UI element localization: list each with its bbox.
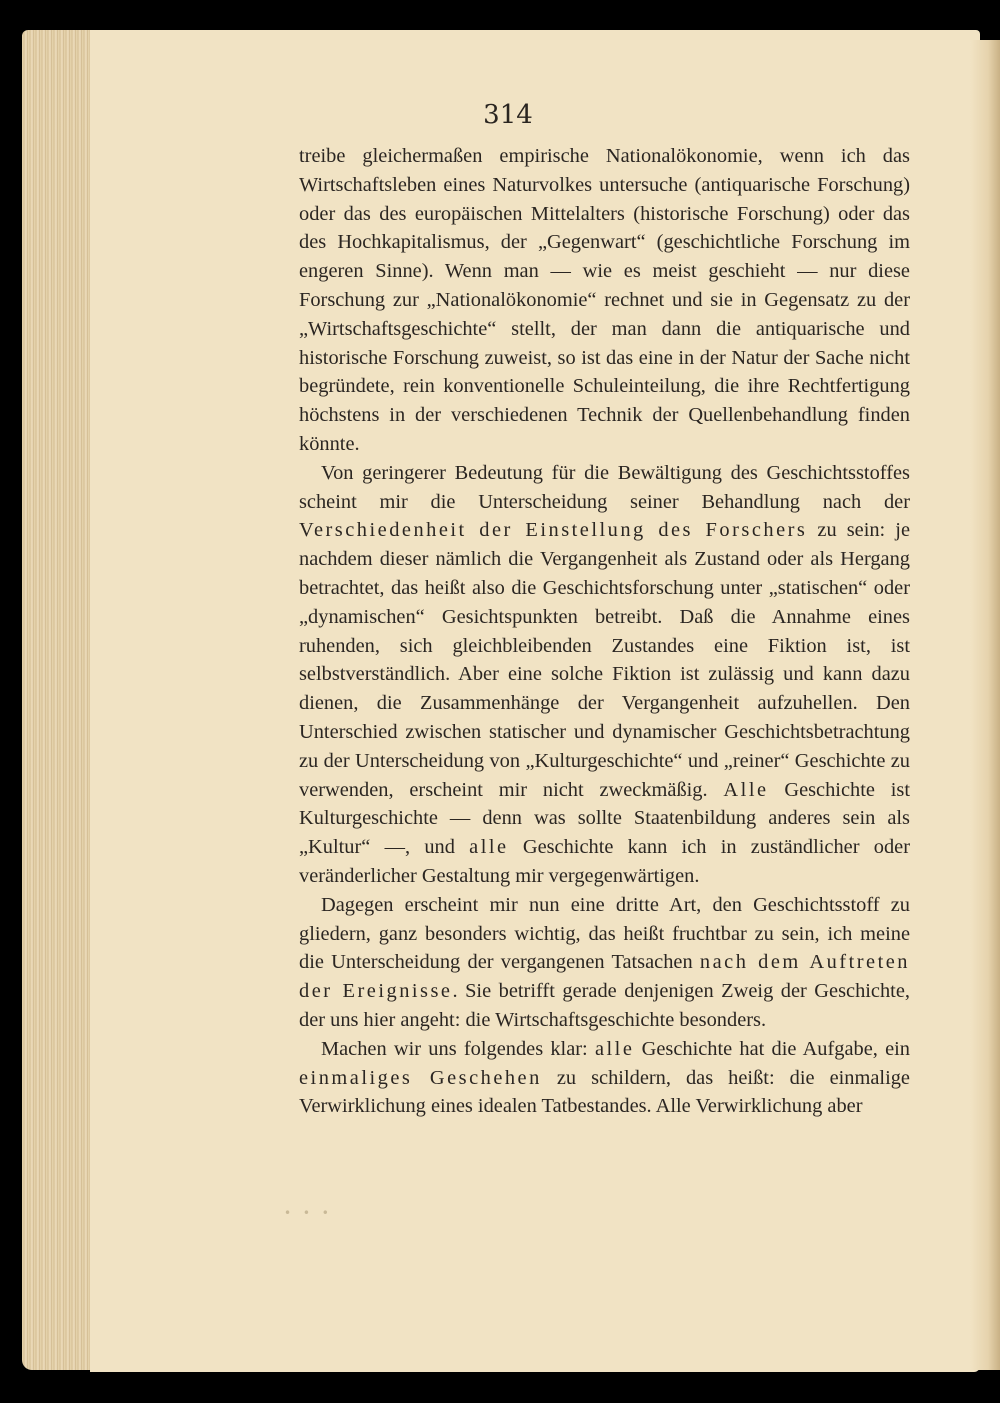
paragraph-4-text: Geschichte hat die Aufgabe, ein bbox=[634, 1037, 911, 1060]
paragraph-3 bbox=[299, 891, 910, 1035]
emphasis-alle: alle bbox=[594, 1037, 635, 1060]
paragraph-3-text: Dagegen erscheint mir nun eine dritte Art, den Geschichtsstoff zu gliedern, ganz besonders wichtig, das heißt fruchtbar zu sein, ich meine die Unterscheidung der vergangenen Tatsachen bbox=[299, 893, 910, 974]
paragraph-2-text: zu sein: je nachdem dieser nämlich die Vergangenheit als Zustand oder als Hergang betrachtet, das heißt also die Geschichtsforschung unter „statischen“ oder „dynamischen“ Gesichtspunkten betreibt. Daß die Annahme eines ruhenden, sich gleichbleibenden Zustandes eine Fiktion ist, ist selbstverständlich. Aber eine solche Fiktion ist zulässig und kann dazu dienen, die Zusammenhänge der Vergangenheit aufzuhellen. Den Unterschied zwischen statischer und dynamischer Geschichtsbetrachtung zu der Unterscheidung von „Kulturgeschichte“ und „reiner“ Geschichte zu verwenden, erscheint mir nicht zweckmäßig. bbox=[299, 519, 910, 801]
page-number: 314 bbox=[483, 100, 533, 130]
emphasis-einmaliges-geschehen: einmaliges Geschehen bbox=[299, 1066, 542, 1089]
body-text bbox=[299, 142, 910, 1121]
paragraph-4 bbox=[299, 1035, 910, 1121]
emphasis-auftreten: nach dem Auftreten der Ereignisse bbox=[299, 951, 910, 1003]
paragraph-4-text: zu schildern, das heißt: die einmalige Verwirklichung eines idealen Tatbestandes. Alle Verwirklichung aber bbox=[299, 1066, 910, 1118]
decorative-dots: • • • bbox=[284, 1206, 333, 1220]
paragraph-2-text: Von geringerer Bedeutung für die Bewältigung des Geschichtsstoffes scheint mir die Unterscheidung seiner Behandlung nach der bbox=[299, 461, 910, 513]
paragraph-3-text: . Sie betrifft gerade denjenigen Zweig der Geschichte, der uns hier angeht: die Wirtschaftsgeschichte besonders. bbox=[299, 980, 910, 1031]
paragraph-4-text: Machen wir uns folgendes klar: bbox=[321, 1037, 595, 1060]
emphasis-alle: Alle bbox=[723, 778, 769, 801]
facing-page-edge bbox=[970, 40, 1000, 1370]
emphasis-alle: alle bbox=[469, 836, 509, 859]
emphasis-einstellung: Verschiedenheit der Einstellung des Forschers bbox=[299, 519, 808, 542]
paragraph-2-text: Geschichte kann ich in zuständlicher oder veränderlicher Gestaltung mir vergegenwärtigen. bbox=[299, 836, 910, 887]
paragraph-1: treibe gleichermaßen empirische Nationalökonomie, wenn ich das Wirtschaftsleben eines Naturvolkes untersuche (antiquarische Forschung) oder das des europäischen Mittelalters (historische Forschung) oder das des Hochkapitalismus, der „Gegenwart“ (geschichtliche Forschung im engeren Sinne). Wenn man — wie es meist geschieht — nur diese Forschung zur „Nationalökonomie“ rechnet und sie in Gegensatz zu der „Wirtschaftsgeschichte“ stellt, der man dann die antiquarische und historische Forschung zuweist, so ist das eine in der Natur der Sache nicht begründete, rein konventionelle Schuleinteilung, die ihre Rechtfertigung höchstens in der verschiedenen Technik der Quellenbehandlung finden könnte. bbox=[299, 145, 910, 455]
paragraph-2 bbox=[299, 459, 910, 891]
paragraph-2-text: Geschichte ist Kulturgeschichte — denn was sollte Staatenbildung anderes sein als „Kultur“ —, und bbox=[299, 778, 910, 859]
book-page-edges bbox=[22, 30, 94, 1370]
